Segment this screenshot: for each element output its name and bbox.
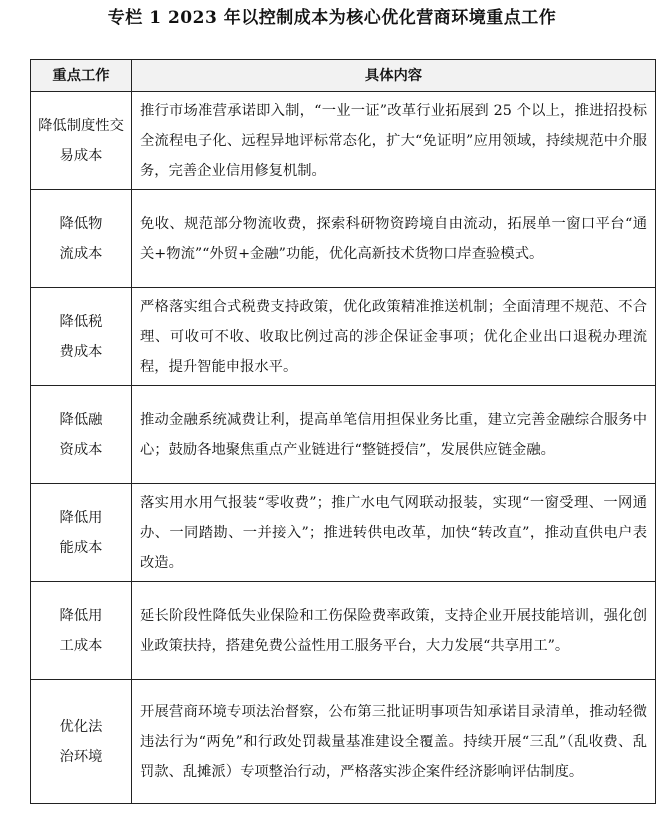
table-row — [31, 386, 656, 484]
table-header-row — [31, 60, 656, 92]
box-title: 专栏 1 2023 年以控制成本为核心优化营商环境重点工作 — [107, 8, 557, 28]
row-category: 优化法治环境 — [31, 680, 132, 804]
row-content: 严格落实组合式税费支持政策，优化政策精准推送机制；全面清理不规范、不合理、可收可不收、收取比例过高的涉企保证金事项；优化企业出口退税办理流程，提升智能申报水平。 — [132, 288, 656, 386]
row-category: 降低税费成本 — [31, 288, 132, 386]
row-category: 降低制度性交易成本 — [31, 92, 132, 190]
row-content: 免收、规范部分物流收费，探索科研物资跨境自由流动，拓展单一窗口平台“通关+物流”“外贸+金融”功能，优化高新技术货物口岸查验模式。 — [132, 190, 656, 288]
row-content: 推行市场准营承诺即入制，“一业一证”改革行业拓展到 25 个以上，推进招投标全流程电子化、远程异地评标常态化，扩大“免证明”应用领域，持续规范中介服务，完善企业信用修复机制。 — [132, 92, 656, 190]
table-row — [31, 582, 656, 680]
table-row — [31, 92, 656, 190]
row-content: 延长阶段性降低失业保险和工伤保险费率政策，支持企业开展技能培训，强化创业政策扶持，搭建免费公益性用工服务平台，大力发展“共享用工”。 — [132, 582, 656, 680]
row-category: 降低融资成本 — [31, 386, 132, 484]
table-row — [31, 680, 656, 804]
header-key-work: 重点工作 — [31, 60, 132, 92]
key-work-table — [30, 59, 656, 804]
header-content: 具体内容 — [132, 60, 656, 92]
row-content: 开展营商环境专项法治督察，公布第三批证明事项告知承诺目录清单，推动轻微违法行为“两免”和行政处罚裁量基准建设全覆盖。持续开展“三乱”（乱收费、乱罚款、乱摊派）专项整治行动，严格落实涉企案件经济影响评估制度。 — [132, 680, 656, 804]
row-category: 降低用工成本 — [31, 582, 132, 680]
row-category: 降低物流成本 — [31, 190, 132, 288]
table-row — [31, 190, 656, 288]
table-row — [31, 288, 656, 386]
row-category: 降低用能成本 — [31, 484, 132, 582]
table-row — [31, 484, 656, 582]
row-content: 推动金融系统减费让利，提高单笔信用担保业务比重，建立完善金融综合服务中心；鼓励各地聚焦重点产业链进行“整链授信”，发展供应链金融。 — [132, 386, 656, 484]
row-content: 落实用水用气报装“零收费”；推广水电气网联动报装，实现“一窗受理、一网通办、一同踏勘、一并接入”；推进转供电改革，加快“转改直”，推动直供电户表改造。 — [132, 484, 656, 582]
